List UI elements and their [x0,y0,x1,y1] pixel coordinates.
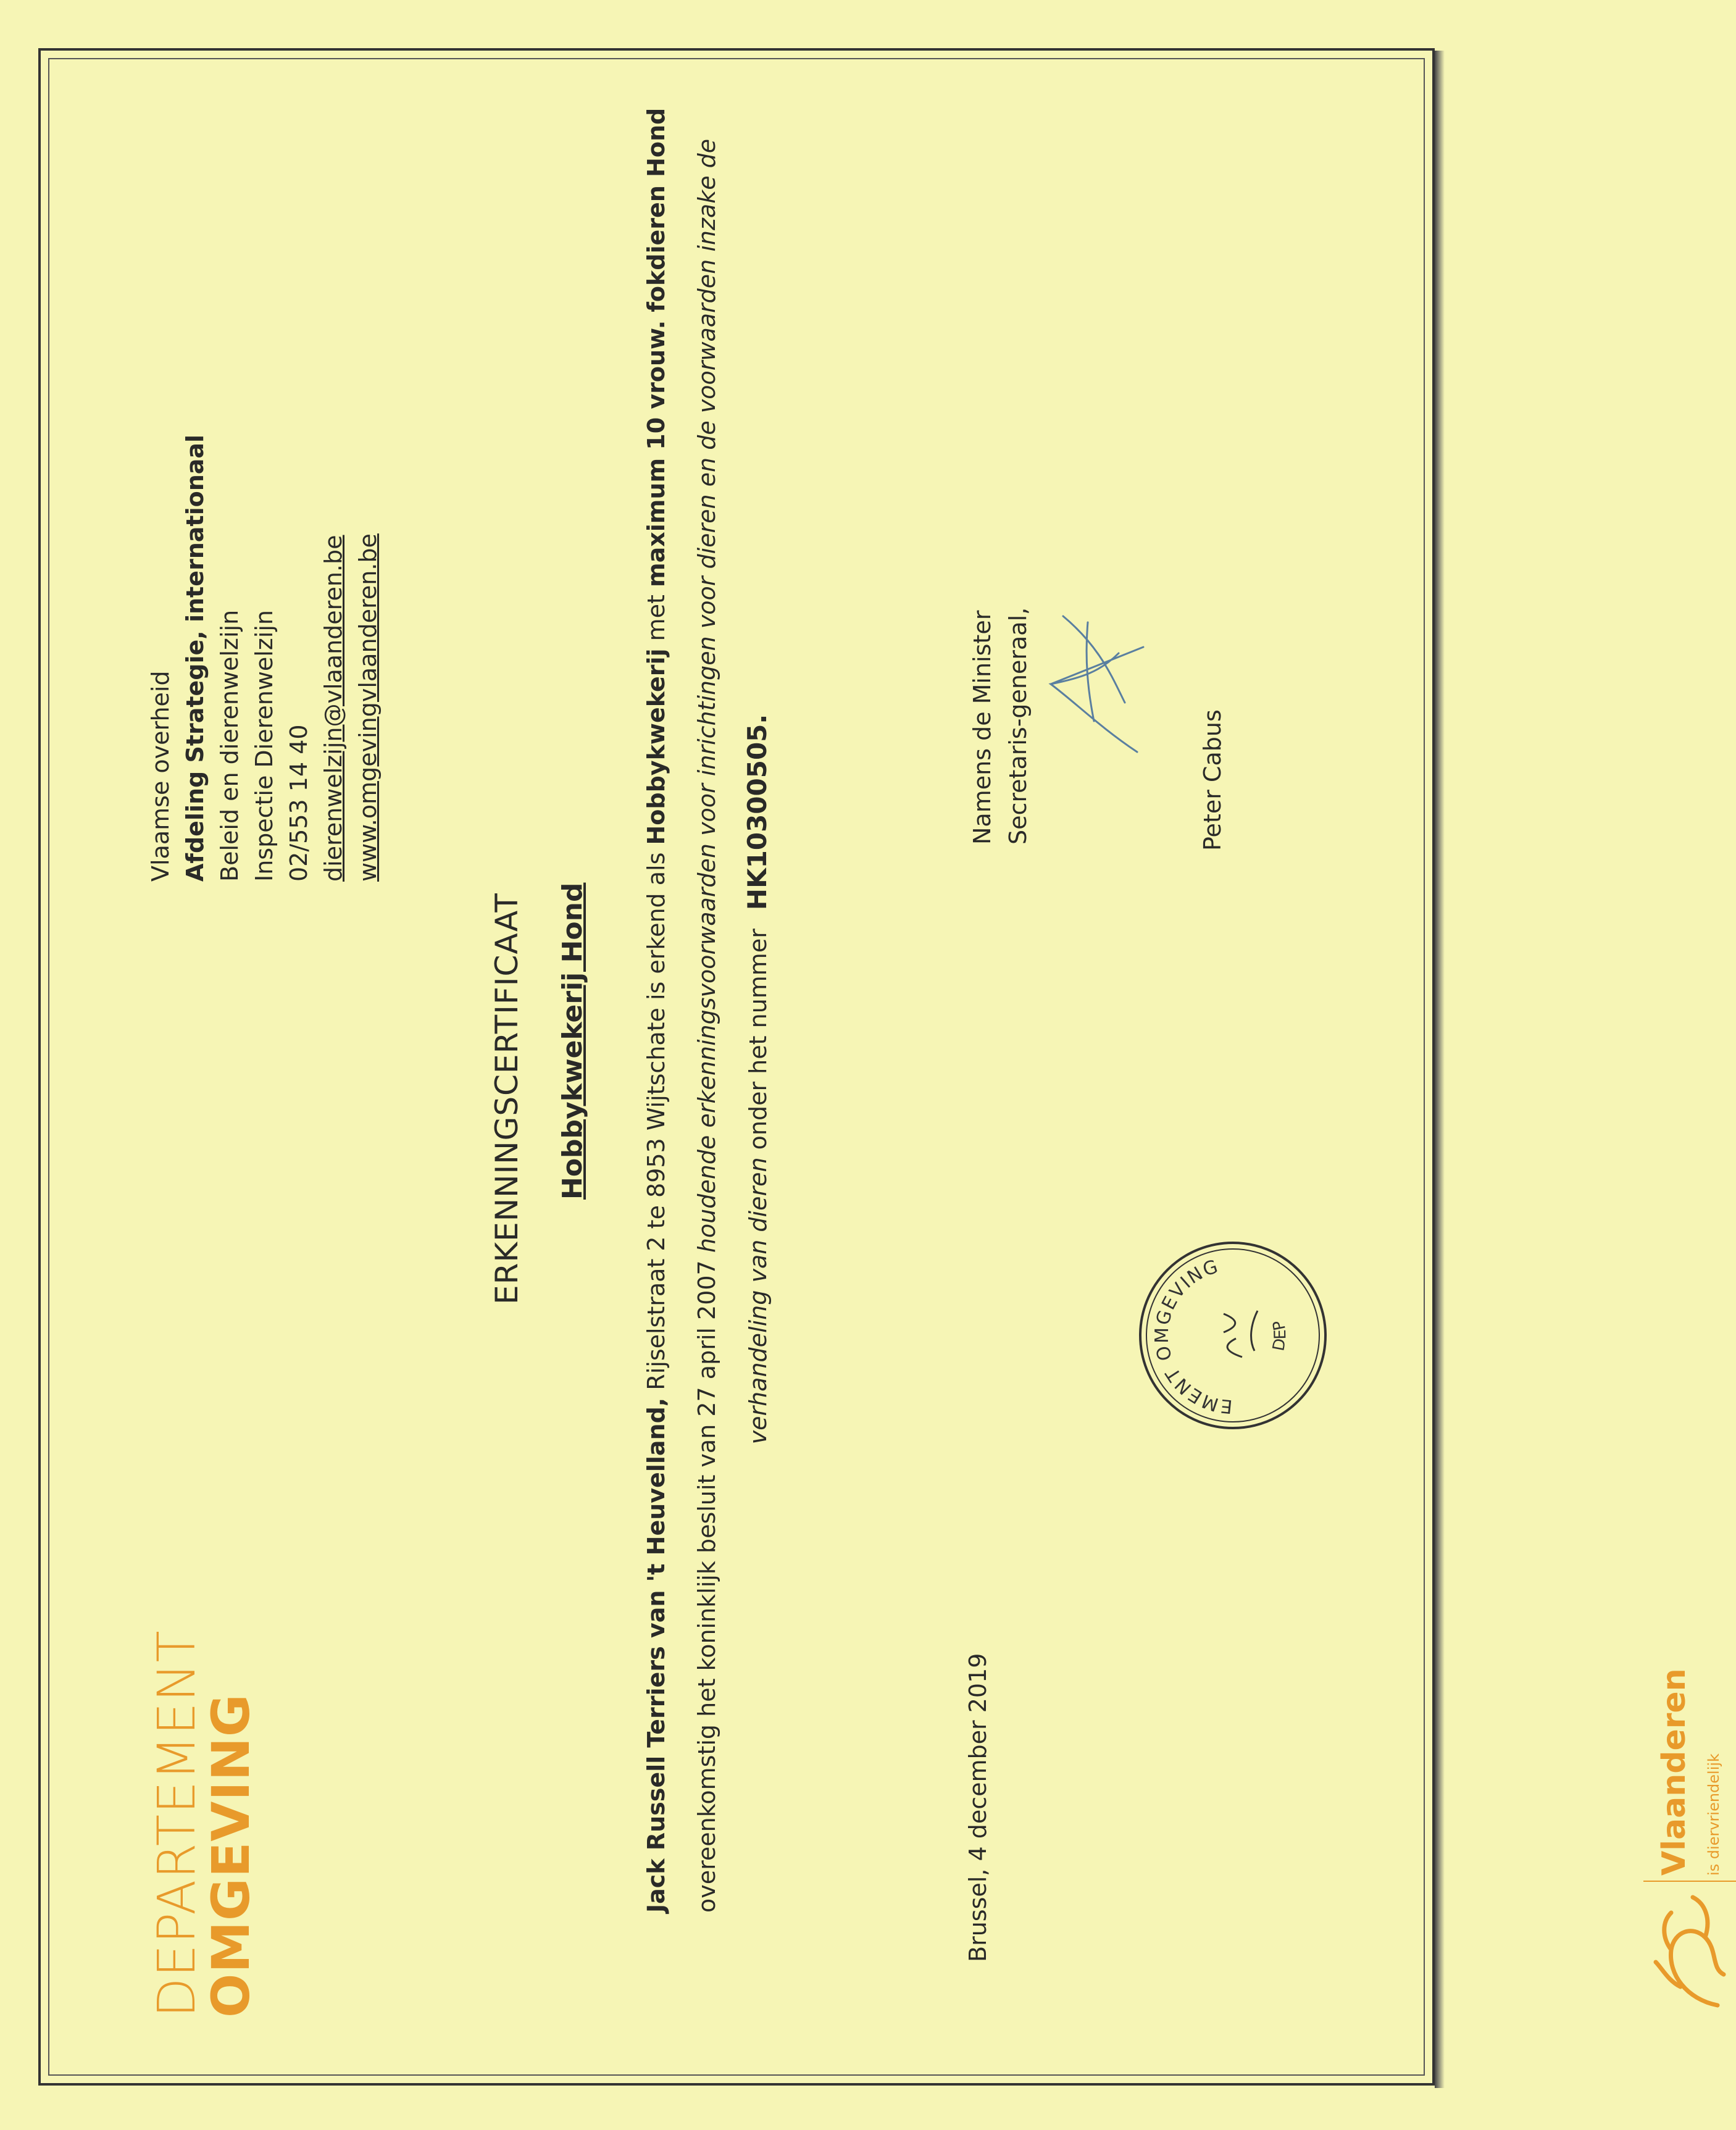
on-behalf: Namens de Minister [969,610,996,845]
decree-title: houdende erkenningsvoorwaarden voor inrichtingen voor dieren en de voorwaarden inzake de [693,138,720,1253]
svg-text:EMENT OMGEVING [1151,1256,1233,1418]
legal-basis: overeenkomstig het koninklijk besluit van 27 april 2007 [693,1260,720,1913]
contact-org: Vlaamse overheid [147,670,174,882]
stamp-bottom-text: DEP [1269,1319,1290,1353]
contact-division: Afdeling Strategie, internationaal [182,434,209,882]
flemish-lion-logo [1643,1882,1736,2024]
body-line-1 [631,107,682,1913]
svg-text:DEP [1269,1319,1290,1352]
brand-separator [1643,1881,1736,1882]
handwritten-signature [1026,604,1162,777]
body-line-2 [682,138,732,1913]
signer-role: Secretaris-generaal, [1004,607,1032,845]
certificate-body [631,107,783,1913]
contact-web-link[interactable]: www.omgevingvlaanderen.be [354,533,382,882]
department-line1: DEPARTEMENT [146,1630,207,2018]
establishment-type: Hobbykwekerij [643,648,670,845]
certificate-number: HK10300505. [742,714,772,911]
body-line-3 [732,246,783,1913]
certificate-title: ERKENNINGSCERTIFICAAT [489,893,525,1305]
brand-name: Vlaanderen [1656,1668,1693,1876]
contact-inspection: Inspectie Dierenwelzijn [251,609,278,882]
contact-block [143,435,385,882]
certificate-subtitle: Hobbykwekerij Hond [557,882,588,1200]
with-word: met [643,595,670,641]
brand-tagline: is diervriendelijk [1705,1753,1722,1876]
signer-name: Peter Cabus [1199,709,1226,851]
official-stamp [1131,1234,1335,1437]
stamp-top-text: EMENT OMGEVING [1151,1255,1233,1418]
capacity: maximum 10 vrouw. fokdieren Hond [643,107,670,587]
holder-address: Rijselstraat 2 te 8953 Wijtschate is erkend als [643,852,670,1390]
signatory-block [964,608,1036,845]
scan-edge-shadow [1435,51,1445,2088]
department-logo [146,1630,261,2018]
certificate-page [38,48,1722,2086]
decree-title-cont: verhandeling van dieren [745,1157,772,1445]
number-intro: onder het nummer [745,929,772,1150]
contact-phone: 02/553 14 40 [285,724,312,882]
contact-email-link[interactable]: dierenwelzijn@vlaanderen.be [320,535,347,882]
contact-unit: Beleid en dierenwelzijn [216,609,243,882]
department-line2: OMGEVING [201,1694,261,2018]
holder-name: Jack Russell Terriers van 't Heuvelland, [643,1397,670,1913]
city-date: Brussel, 4 december 2019 [964,1653,991,1962]
